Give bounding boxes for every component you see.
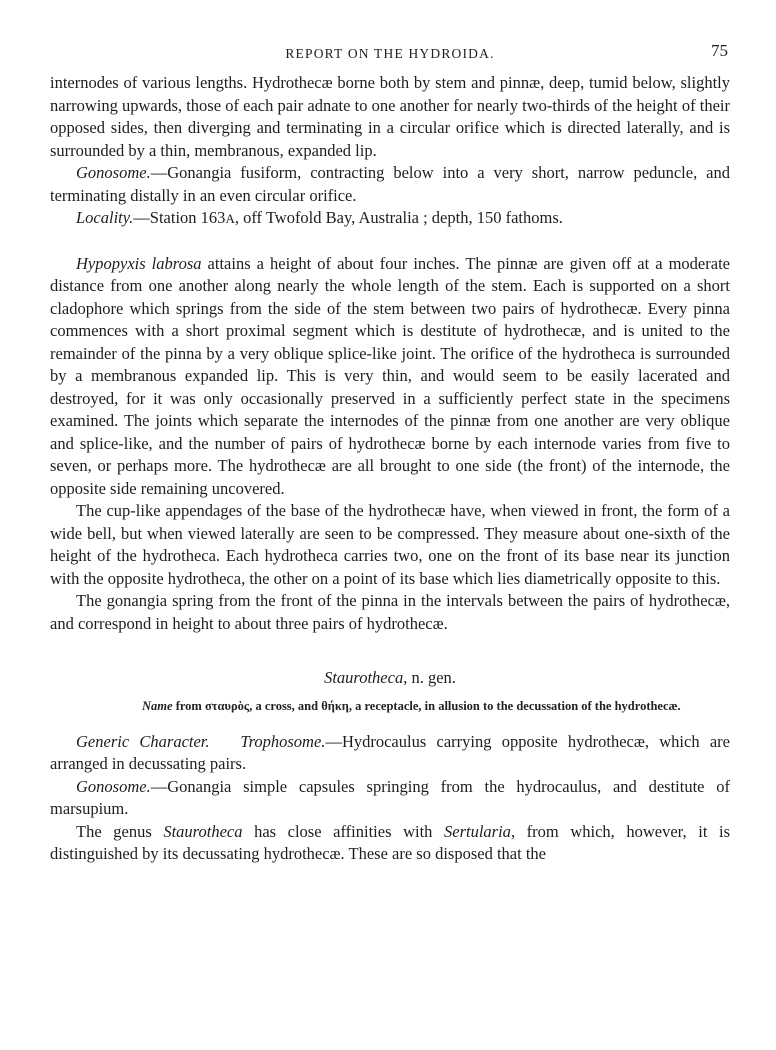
station-suffix: A [225,211,235,226]
affinities-text-c: , from which, however, it is distinguished by its decussating hydrothecæ. These are so disposed that the [50,821,730,863]
document-page [50,38,730,866]
locality-text-end: , off Twofold Bay, Australia ; depth, 150 fathoms. [234,208,563,227]
affinities-text-a: The genus [76,821,164,841]
paragraph-hydrothecae-description: internodes of various lengths. Hydrothecæ borne both by stem and pinnæ, deep, tumid below, slightly narrowing upwards, those of each pair adnate to one another for nearly two-thirds of the height of their opposed sides, then diverging and terminating in a circular orifice which is directed laterally, and is surrounded by a thin, membranous, expanded lip. [50,73,730,160]
species-description: attains a height of about four inches. The pinnæ are given off at a moderate distance from one another along nearly the whole length of the stem. Each is supported on a short cladophore which springs from the side of the stem between two pairs of hydrothecæ. Every pinna commences with a short proximal segment which is destitute of hydrothecæ, and is united to the remainder of the pinna by a very oblique splice-like joint. The orifice of the hydrotheca is surrounded by a membranous expanded lip. This is very thin, and would seem to be easily lacerated and destroyed, for it was only occasionally preserved in a sufficiently perfect state in the specimens examined. The joints which separate the internodes of the pinnæ from one another are very oblique and splice-like, and the number of pairs of hydrothecæ borne by each internode varies from five to seven, or perhaps more. The hydrothecæ are all brought to one side (the front) of the internode, the opposite side remaining uncovered. [50,253,730,498]
affinities-genus: Staurotheca [163,821,243,841]
gonosome-genus-text: —Gonangia simple capsules springing from the hydrocaulus, and destitute of marsupium. [50,776,730,818]
paragraph-cup-appendages: The cup-like appendages of the base of the hydrothecæ have, when viewed in front, the form of a wide bell, but when viewed laterally are seen to be compressed. They measure about one-sixth of the height of the hydrotheca. Each hydrotheca carries two, one on the front of its base near its junction with the opposite hydrotheca, the other on a point of its base which lies diametrically opposite to this. [50,501,730,588]
genus-heading [50,667,730,690]
affinities-sertularia: Sertularia [444,821,511,841]
locality-label: Locality. [76,208,134,227]
genus-suffix: , n. gen. [403,668,456,687]
paragraph-locality [50,207,730,231]
running-title: REPORT ON THE HYDROIDA. [285,46,495,61]
running-header [50,38,730,62]
paragraph-genus-affinities [50,821,730,866]
gonosome-label: Gonosome. [76,163,151,182]
paragraph-gonosome-genus [50,776,730,821]
paragraph-gonosome [50,162,730,207]
trophosome-text: —Hydrocaulus carrying opposite hydrothecæ, which are arranged in decussating pairs. [50,731,730,773]
species-name: Hypopyxis labrosa [76,253,202,273]
paragraph-hypopyxis-labrosa [50,253,730,501]
trophosome-label: Trophosome. [240,731,326,751]
gonosome-genus-label: Gonosome. [76,776,151,796]
generic-character-label: Generic Character. [76,731,210,751]
locality-text-start: —Station 163 [133,208,226,227]
page-number: 75 [711,41,728,60]
note-label: Name [142,698,173,713]
paragraph-gonangia: The gonangia spring from the front of the pinna in the intervals between the pairs of hydrothecæ, and correspond in height to about three pairs of hydrothecæ. [50,591,730,633]
etymology-note [142,698,730,715]
paragraph-generic-character [50,731,730,776]
affinities-text-b: has close affinities with [242,821,445,841]
gonosome-text: —Gonangia fusiform, contracting below into a very short, narrow peduncle, and terminating distally in an even circular orifice. [50,163,730,205]
genus-name: Staurotheca [324,668,404,687]
note-text: from σταυρὸς, a cross, and θήκη, a receptacle, in allusion to the decussation of the hydrothecæ. [172,698,681,713]
